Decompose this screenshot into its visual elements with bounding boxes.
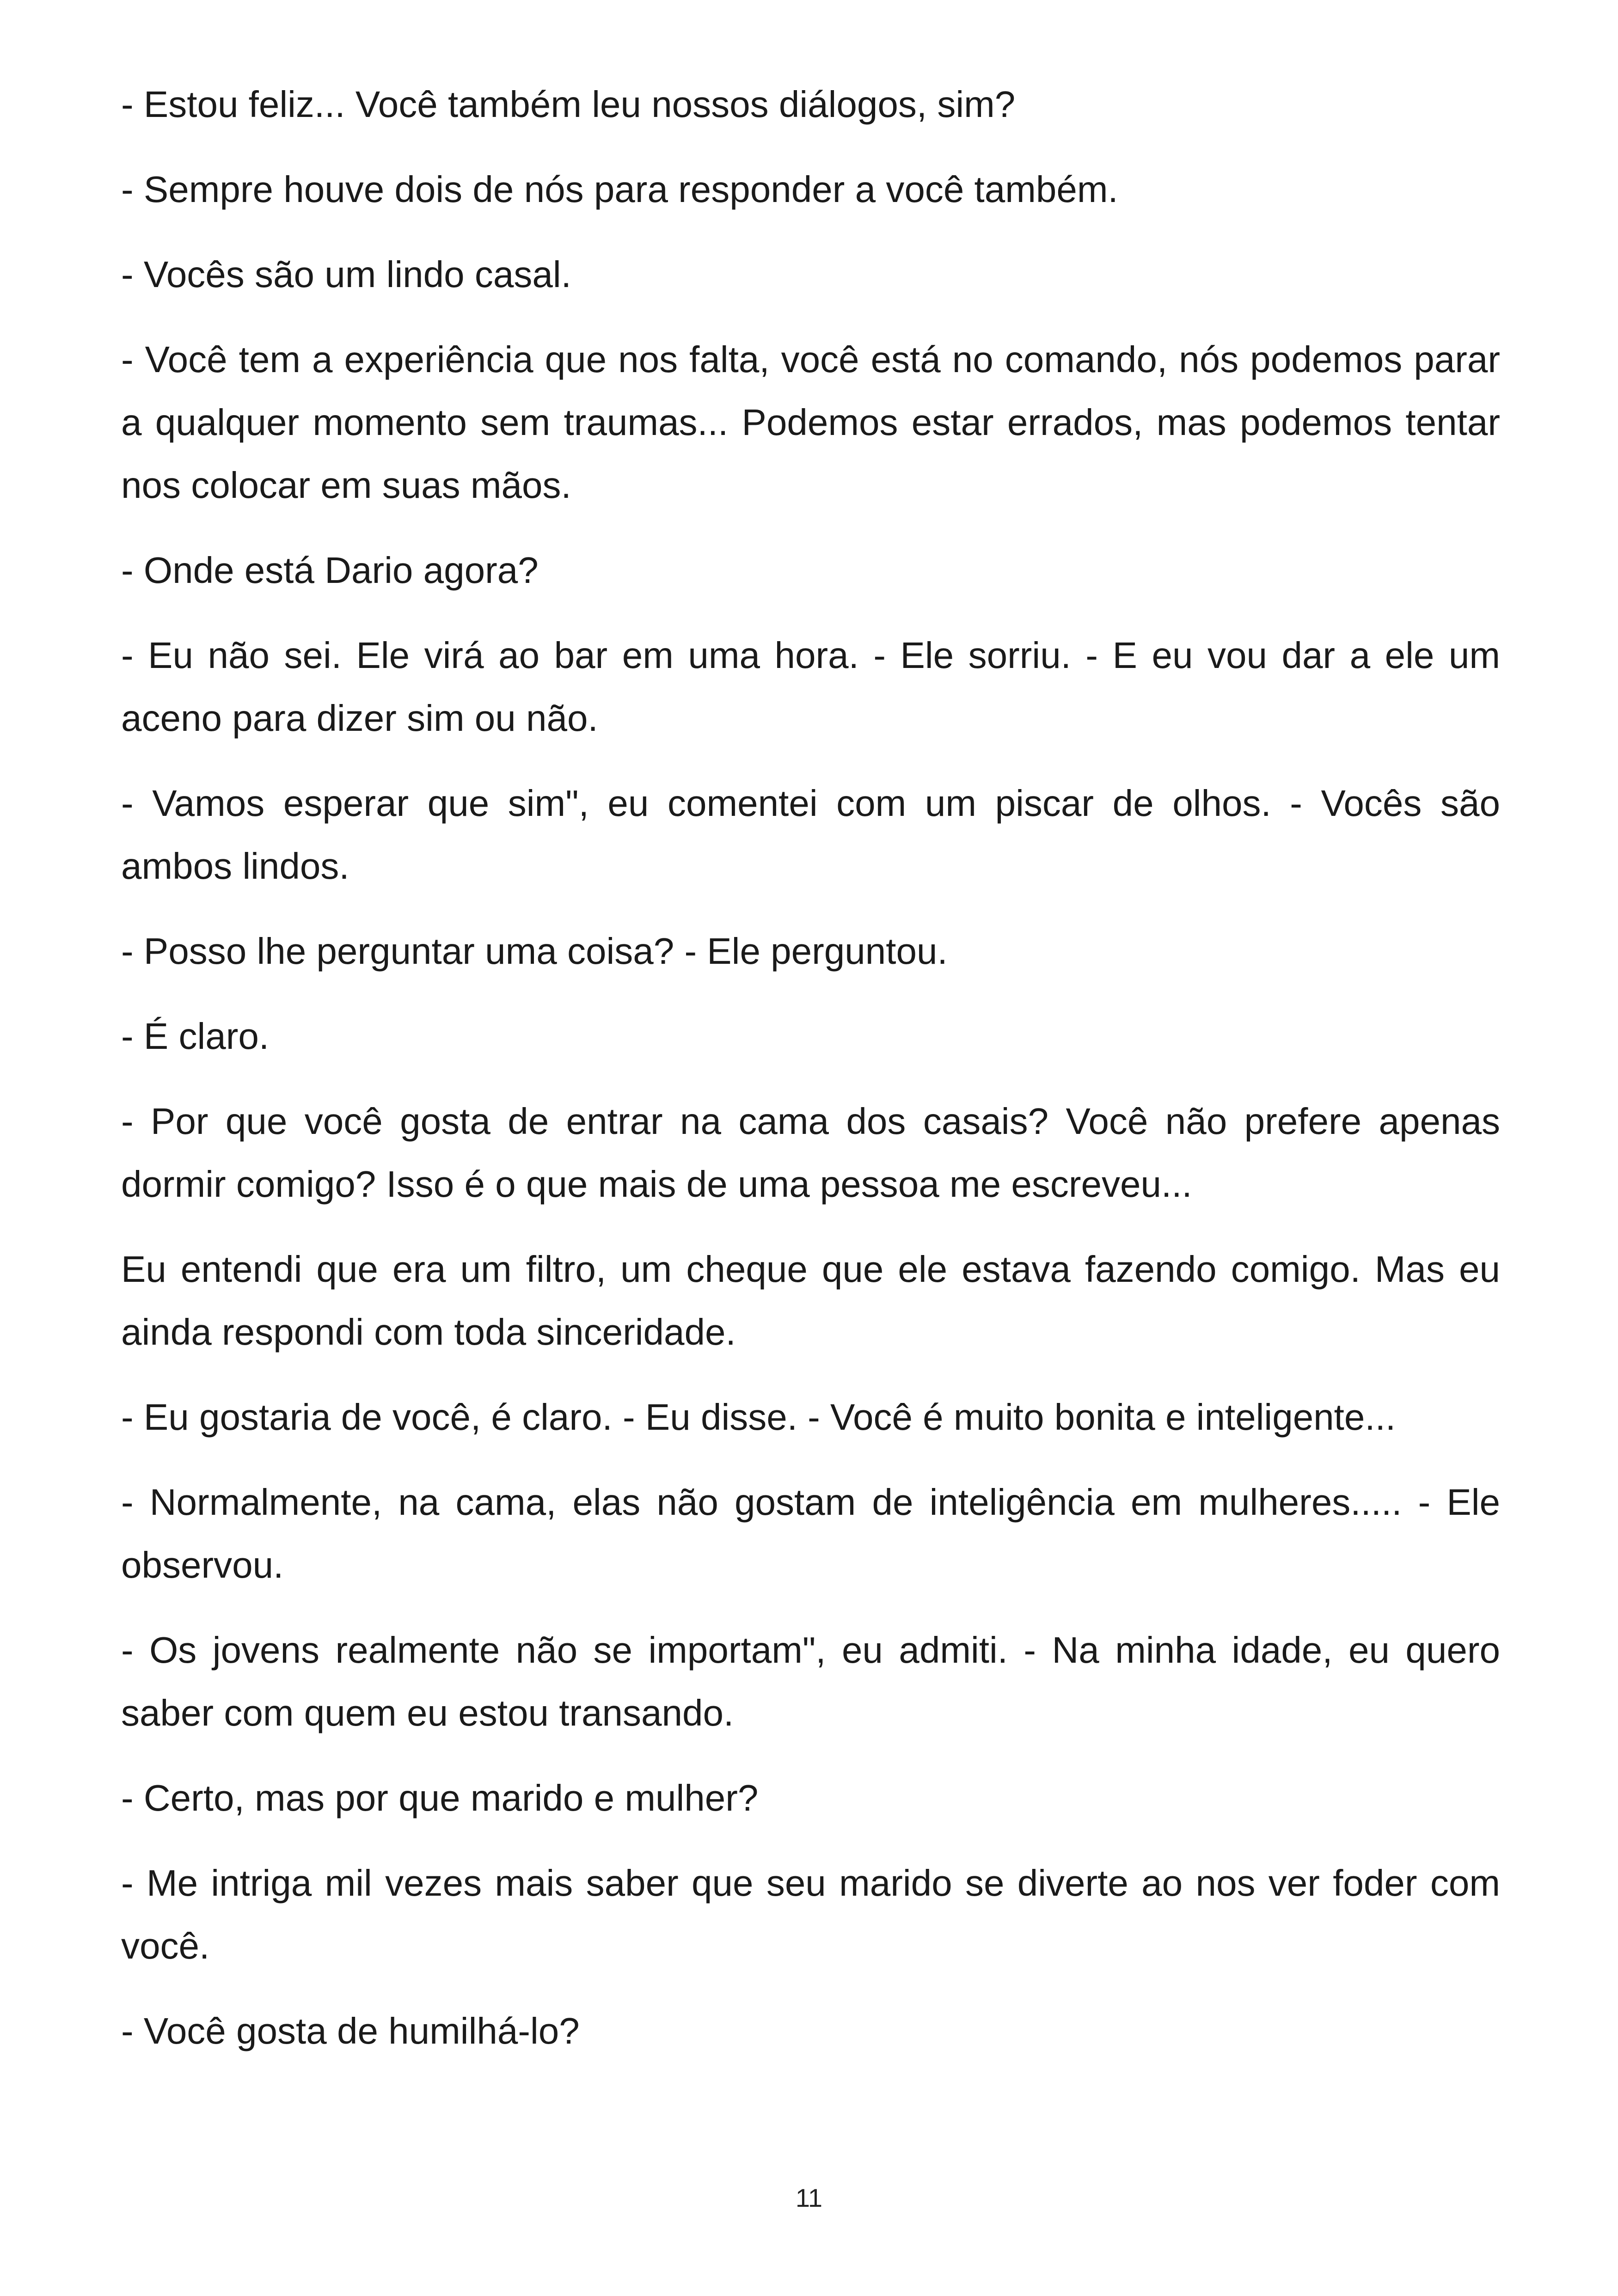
body-text bbox=[121, 73, 1500, 2085]
paragraph: - Os jovens realmente não se importam", eu admiti. - Na minha idade, eu quero saber com quem eu estou transando. bbox=[121, 1629, 1500, 1733]
paragraph: - Vamos esperar que sim", eu comentei com um piscar de olhos. - Vocês são ambos lindos. bbox=[121, 783, 1500, 887]
paragraph: - Eu não sei. Ele virá ao bar em uma hora. - Ele sorriu. - E eu vou dar a ele um aceno para dizer sim ou não. bbox=[121, 635, 1500, 739]
paragraph: - É claro. bbox=[121, 1016, 270, 1057]
paragraph: - Eu gostaria de você, é claro. - Eu disse. - Você é muito bonita e inteligente... bbox=[121, 1396, 1396, 1438]
paragraph: - Sempre houve dois de nós para responder a você também. bbox=[121, 169, 1118, 210]
paragraph: - Posso lhe perguntar uma coisa? - Ele perguntou. bbox=[121, 931, 948, 972]
paragraph: - Onde está Dario agora? bbox=[121, 550, 539, 591]
paragraph: - Você gosta de humilhá-lo? bbox=[121, 2010, 580, 2051]
paragraph: - Estou feliz... Você também leu nossos diálogos, sim? bbox=[121, 84, 1016, 125]
paragraph: - Vocês são um lindo casal. bbox=[121, 254, 571, 295]
paragraph: - Você tem a experiência que nos falta, você está no comando, nós podemos parar a qualquer momento sem traumas... Podemos estar errados, mas podemos tentar nos colocar em suas mãos. bbox=[121, 339, 1500, 506]
paragraph: - Por que você gosta de entrar na cama dos casais? Você não prefere apenas dormir comigo? Isso é o que mais de uma pessoa me escreveu... bbox=[121, 1101, 1500, 1205]
paragraph: - Certo, mas por que marido e mulher? bbox=[121, 1777, 759, 1818]
paragraph: - Normalmente, na cama, elas não gostam de inteligência em mulheres..... - Ele observou. bbox=[121, 1482, 1500, 1586]
page-number: 11 bbox=[795, 2183, 823, 2212]
paragraph: Eu entendi que era um filtro, um cheque que ele estava fazendo comigo. Mas eu ainda respondi com toda sinceridade. bbox=[121, 1249, 1500, 1353]
paragraph: - Me intriga mil vezes mais saber que seu marido se diverte ao nos ver foder com você. bbox=[121, 1862, 1500, 1966]
